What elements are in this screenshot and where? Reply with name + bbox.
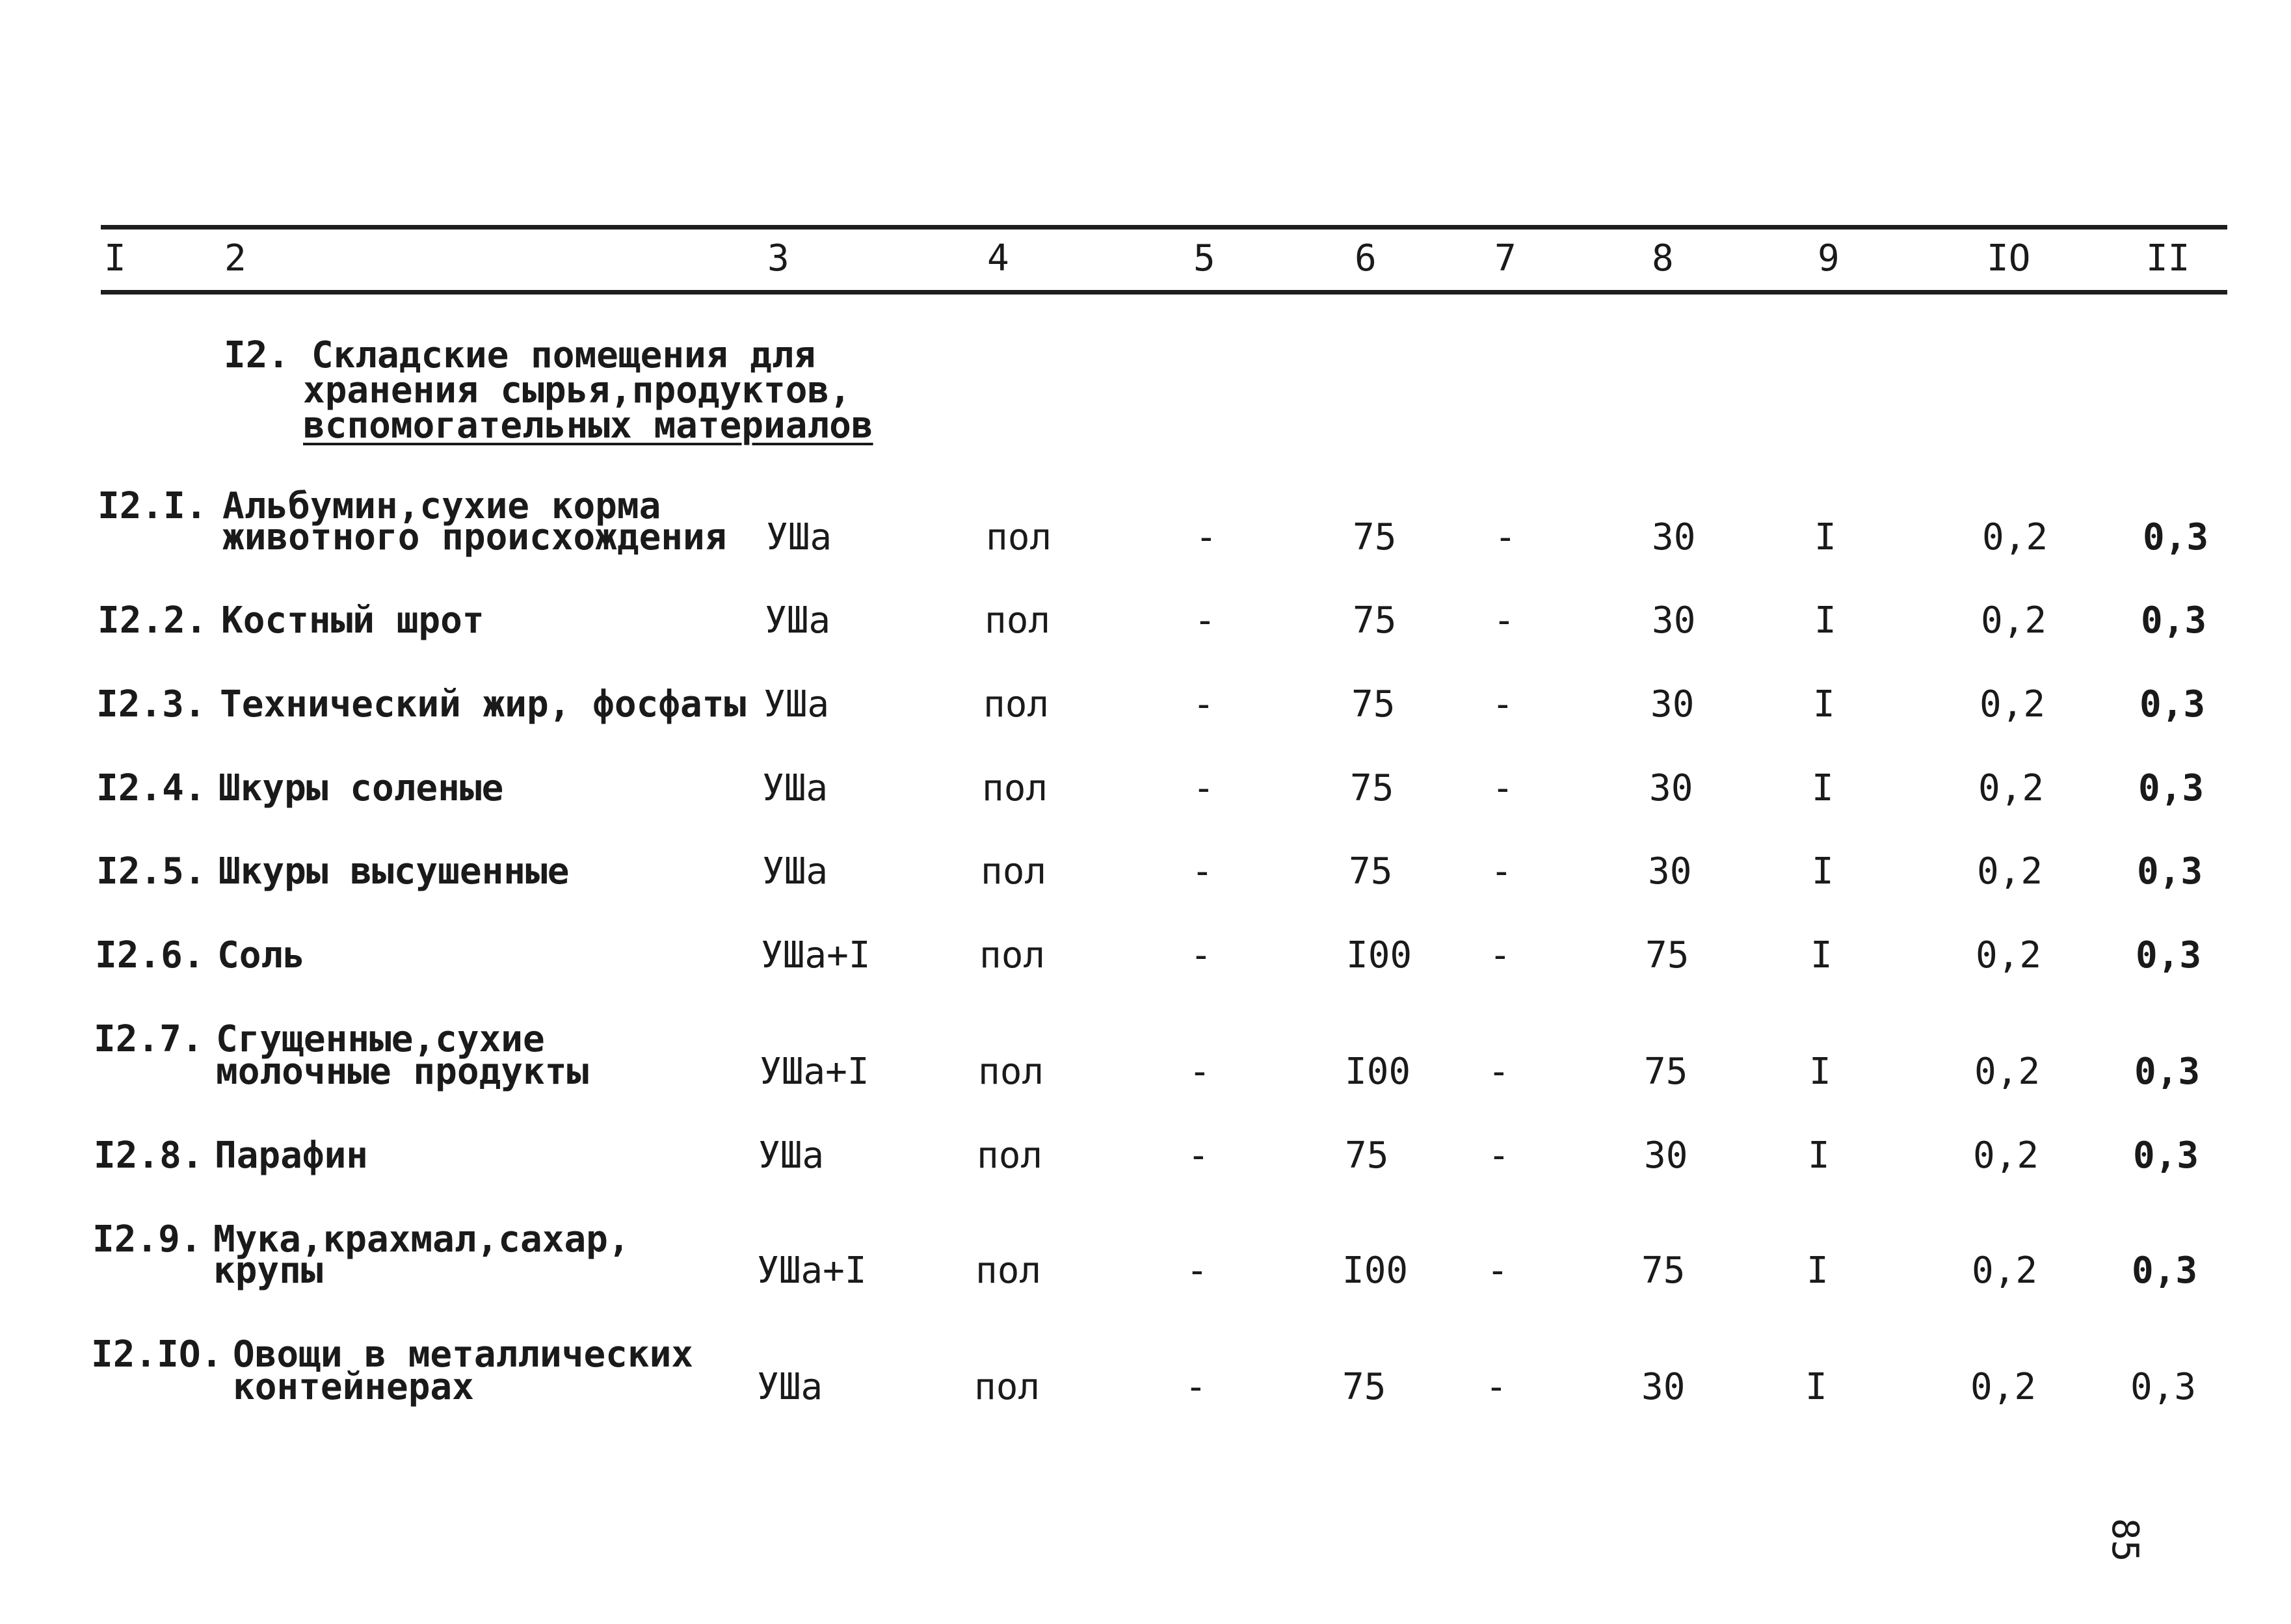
cell-col-9: I — [1812, 850, 1834, 893]
cell-col-9: I — [1812, 767, 1834, 809]
cell-col-5: - — [1193, 683, 1215, 726]
cell-col-4: пол — [986, 516, 1052, 558]
cell-col-3: УШа — [762, 767, 828, 809]
table-top-rule — [101, 225, 2227, 229]
section-title-line-2: хранения сырья,продуктов, — [303, 369, 851, 412]
cell-col-3: УШа+I — [760, 1051, 869, 1093]
cell-col-4: пол — [981, 850, 1047, 893]
cell-col-11: 0,3 — [2143, 516, 2209, 558]
cell-col-7: - — [1489, 934, 1511, 976]
row-number: I2.9. — [92, 1218, 202, 1261]
row-name-line-2: крупы — [213, 1250, 323, 1292]
cell-col-7: - — [1494, 516, 1516, 558]
cell-col-7: - — [1493, 599, 1515, 642]
row-number: I2.2. — [98, 599, 207, 642]
cell-col-3: УШа — [763, 683, 830, 726]
cell-col-11: 0,3 — [2137, 850, 2203, 893]
cell-col-9: I — [1807, 1250, 1829, 1292]
page-number: 85 — [2104, 1518, 2146, 1562]
cell-col-6: 75 — [1349, 850, 1393, 893]
cell-col-9: I — [1813, 683, 1835, 726]
row-number: I2.6. — [95, 934, 205, 976]
cell-col-9: I — [1814, 599, 1836, 642]
column-header-3: 3 — [767, 237, 789, 280]
cell-col-3: УШа — [757, 1366, 823, 1408]
row-number: I2.4. — [96, 767, 206, 809]
row-name-line-1: Парафин — [215, 1134, 369, 1177]
cell-col-6: I00 — [1342, 1250, 1409, 1292]
column-header-5: 5 — [1193, 237, 1215, 280]
cell-col-6: 75 — [1345, 1134, 1389, 1177]
column-header-6: 6 — [1355, 237, 1377, 280]
cell-col-8: 30 — [1648, 850, 1692, 893]
table-header-rule — [101, 290, 2227, 295]
cell-col-10: 0,2 — [1977, 850, 2043, 893]
cell-col-8: 30 — [1649, 767, 1693, 809]
cell-col-7: - — [1485, 1366, 1507, 1408]
cell-col-7: - — [1492, 767, 1514, 809]
cell-col-6: I00 — [1346, 934, 1412, 976]
cell-col-10: 0,2 — [1970, 1366, 2037, 1408]
cell-col-10: 0,2 — [1972, 1250, 2038, 1292]
row-name-line-1: Альбумин,сухие корма — [222, 485, 661, 527]
cell-col-8: 30 — [1652, 599, 1696, 642]
cell-col-4: пол — [974, 1366, 1040, 1408]
cell-col-3: УШа+I — [761, 934, 871, 976]
cell-col-5: - — [1187, 1134, 1210, 1177]
cell-col-7: - — [1492, 683, 1514, 726]
cell-col-11: 0,3 — [2141, 599, 2207, 642]
cell-col-8: 30 — [1652, 516, 1696, 558]
cell-col-7: - — [1488, 1134, 1510, 1177]
cell-col-8: 75 — [1641, 1250, 1686, 1292]
cell-col-10: 0,2 — [1973, 1134, 2039, 1177]
cell-col-6: 75 — [1350, 767, 1394, 809]
cell-col-11: 0,3 — [2133, 1134, 2199, 1177]
cell-col-5: - — [1194, 599, 1216, 642]
row-name-line-1: Шкуры соленые — [219, 767, 504, 809]
cell-col-3: УШа — [762, 850, 828, 893]
cell-col-8: 75 — [1644, 1051, 1688, 1093]
cell-col-7: - — [1487, 1250, 1509, 1292]
cell-col-4: пол — [983, 683, 1050, 726]
cell-col-3: УШа+I — [757, 1250, 867, 1292]
section-title-line-3: вспомогательных материалов — [303, 404, 873, 447]
cell-col-11: 0,3 — [2138, 767, 2205, 809]
column-header-7: 7 — [1494, 237, 1516, 280]
cell-col-6: 75 — [1342, 1366, 1386, 1408]
row-number: I2.3. — [96, 683, 206, 726]
cell-col-3: УШа — [766, 516, 832, 558]
cell-col-6: I00 — [1345, 1051, 1411, 1093]
cell-col-3: УШа — [758, 1134, 825, 1177]
cell-col-8: 30 — [1650, 683, 1695, 726]
cell-col-11: 0,3 — [2132, 1250, 2198, 1292]
cell-col-9: I — [1809, 1051, 1831, 1093]
cell-col-5: - — [1193, 767, 1215, 809]
row-number: I2.8. — [94, 1134, 204, 1177]
cell-col-6: 75 — [1351, 683, 1396, 726]
cell-col-8: 30 — [1644, 1134, 1688, 1177]
cell-col-9: I — [1810, 934, 1833, 976]
cell-col-4: пол — [982, 767, 1048, 809]
row-name-line-1: Костный шрот — [221, 599, 484, 642]
cell-col-4: пол — [979, 934, 1046, 976]
cell-col-4: пол — [978, 1051, 1044, 1093]
row-number: I2.5. — [96, 850, 206, 893]
cell-col-6: 75 — [1353, 516, 1397, 558]
cell-col-4: пол — [985, 599, 1051, 642]
cell-col-9: I — [1805, 1366, 1827, 1408]
section-number: I2. — [224, 334, 290, 376]
cell-col-11: 0,3 — [2136, 934, 2202, 976]
column-header-9: 9 — [1818, 237, 1840, 280]
cell-col-7: - — [1488, 1051, 1510, 1093]
cell-col-10: 0,2 — [1974, 1051, 2041, 1093]
cell-col-3: УШа — [765, 599, 831, 642]
cell-col-10: 0,2 — [1982, 516, 2048, 558]
column-header-10: IO — [1987, 237, 2031, 280]
section-heading — [224, 334, 873, 447]
row-name-line-1: Технический жир, фосфаты — [220, 683, 747, 726]
row-name-line-1: Соль — [217, 934, 305, 976]
row-number: I2.IO. — [91, 1333, 223, 1376]
row-number: I2.7. — [94, 1018, 204, 1060]
cell-col-9: I — [1814, 516, 1836, 558]
row-name-line-1: Мука,крахмал,сахар, — [213, 1218, 630, 1261]
cell-col-10: 0,2 — [1976, 934, 2042, 976]
cell-col-4: пол — [975, 1250, 1042, 1292]
cell-col-11: 0,3 — [2139, 683, 2206, 726]
column-header-4: 4 — [987, 237, 1009, 280]
column-header-2: 2 — [224, 237, 246, 280]
row-name-line-1: Сгущенные,сухие — [216, 1018, 545, 1060]
cell-col-7: - — [1490, 850, 1513, 893]
section-title-line-1: Складские помещения для — [311, 334, 816, 376]
cell-col-10: 0,2 — [1981, 599, 2047, 642]
row-name-line-2: животного происхождения — [222, 516, 727, 558]
cell-col-5: - — [1185, 1366, 1207, 1408]
cell-col-6: 75 — [1353, 599, 1397, 642]
cell-col-8: 75 — [1645, 934, 1689, 976]
row-name-line-1: Шкуры высушенные — [219, 850, 570, 893]
row-name-line-2: контейнерах — [233, 1366, 474, 1408]
cell-col-5: - — [1191, 850, 1213, 893]
cell-col-5: - — [1186, 1250, 1208, 1292]
cell-col-11: 0,3 — [2130, 1366, 2197, 1408]
cell-col-5: - — [1189, 1051, 1211, 1093]
column-header-1: I — [104, 237, 126, 280]
cell-col-11: 0,3 — [2134, 1051, 2201, 1093]
cell-col-10: 0,2 — [1978, 767, 2045, 809]
row-name-line-1: Овощи в металлических — [233, 1333, 694, 1376]
cell-col-5: - — [1190, 934, 1212, 976]
column-header-11: II — [2146, 237, 2190, 280]
row-number: I2.I. — [98, 485, 207, 527]
column-header-8: 8 — [1652, 237, 1674, 280]
cell-col-9: I — [1808, 1134, 1830, 1177]
cell-col-10: 0,2 — [1980, 683, 2046, 726]
row-name-line-2: молочные продукты — [216, 1051, 589, 1093]
cell-col-4: пол — [977, 1134, 1043, 1177]
cell-col-5: - — [1195, 516, 1217, 558]
cell-col-8: 30 — [1641, 1366, 1686, 1408]
